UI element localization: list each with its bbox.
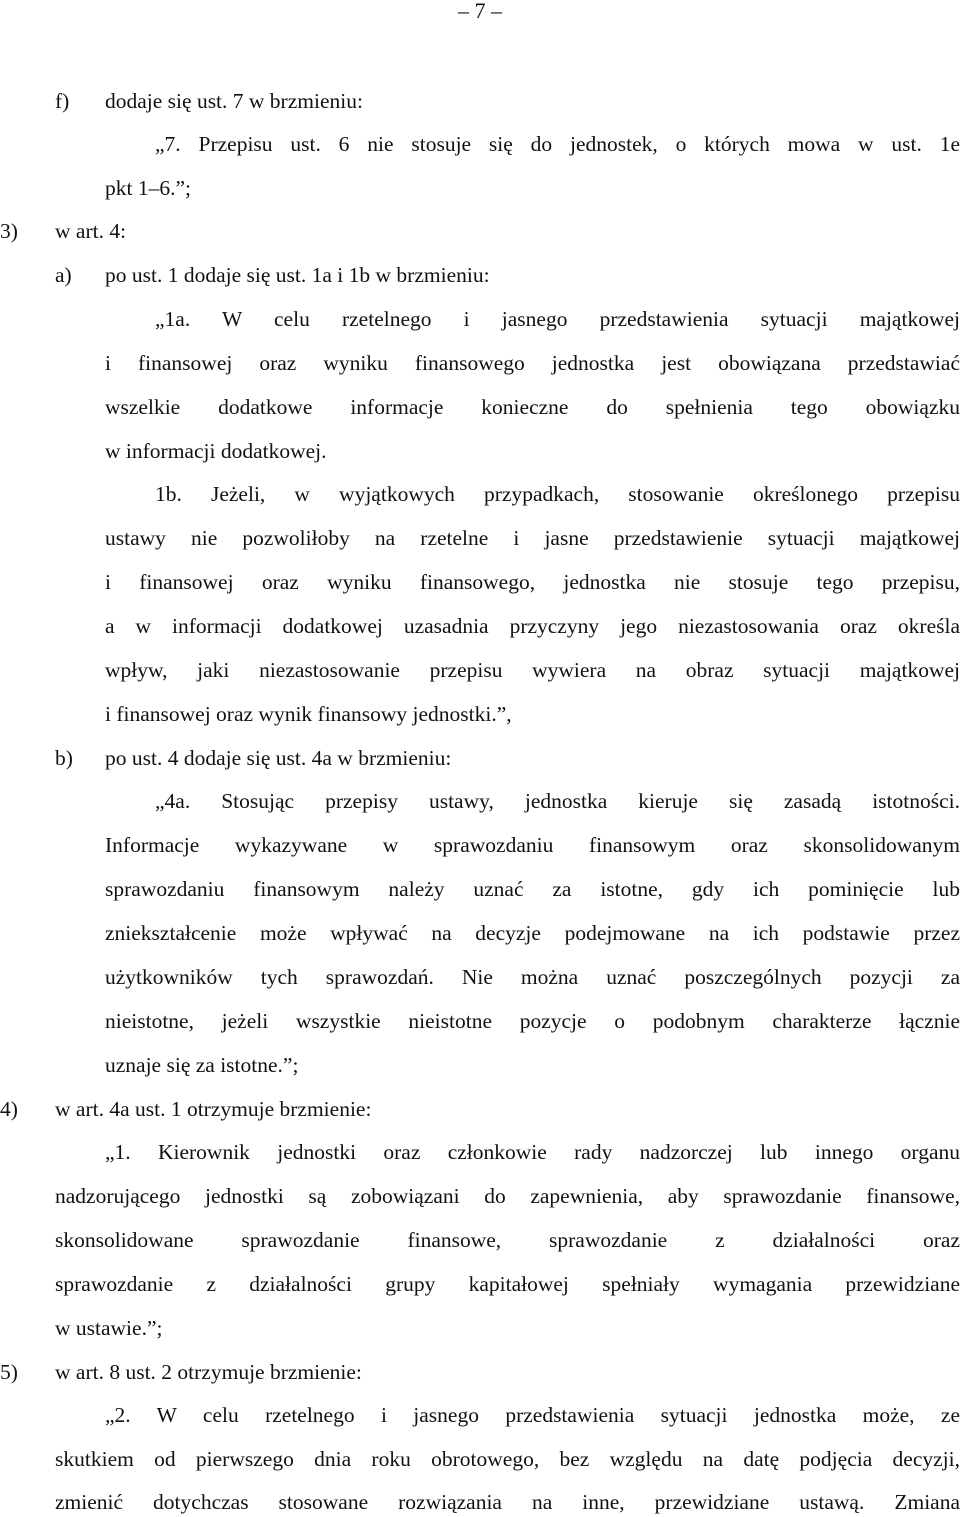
text-line: ustawy nie pozwoliłoby na rzetelne i jasne przedstawienie sytuacji majątkowej (105, 526, 960, 550)
text-line: w art. 8 ust. 2 otrzymuje brzmienie: (55, 1360, 362, 1384)
text-line: użytkowników tych sprawozdań. Nie można uznać poszczególnych pozycji za (105, 965, 960, 989)
text-line: uznaje się za istotne.”; (105, 1053, 299, 1077)
text-line: „4a. Stosując przepisy ustawy, jednostka kieruje się zasadą istotności. (155, 789, 960, 813)
text-line: po ust. 4 dodaje się ust. 4a w brzmieniu: (105, 746, 452, 770)
text-line: dodaje się ust. 7 w brzmieniu: (105, 89, 363, 113)
text-line: skutkiem od pierwszego dnia roku obrotowego, bez względu na datę podjęcia decyzji, (55, 1447, 960, 1471)
text-line: zniekształcenie może wpływać na decyzje podejmowane na ich podstawie przez (105, 921, 960, 945)
text-line: sprawozdaniu finansowym należy uznać za istotne, gdy ich pominięcie lub (105, 877, 960, 901)
text-line: sprawozdanie z działalności grupy kapitałowej spełniały wymagania przewidziane (55, 1272, 960, 1296)
text-line: w art. 4: (55, 219, 127, 243)
text-line: zmienić dotychczas stosowane rozwiązania na inne, przewidziane ustawą. Zmiana (55, 1490, 960, 1514)
text-line: wpływ, jaki niezastosowanie przepisu wywiera na obraz sytuacji majątkowej (105, 658, 960, 682)
list-marker: 3) (0, 219, 18, 243)
text-line: nieistotne, jeżeli wszystkie nieistotne pozycje o podobnym charakterze łącznie (105, 1009, 960, 1033)
text-line: „7. Przepisu ust. 6 nie stosuje się do jednostek, o których mowa w ust. 1e (155, 132, 960, 156)
text-line: i finansowej oraz wynik finansowy jednostki.”, (105, 702, 512, 726)
text-line: „1a. W celu rzetelnego i jasnego przedstawienia sytuacji majątkowej (155, 307, 960, 331)
text-line: „2. W celu rzetelnego i jasnego przedstawienia sytuacji jednostka może, ze (105, 1403, 960, 1427)
text-line: a w informacji dodatkowej uzasadnia przyczyny jego niezastosowania oraz określa (105, 614, 960, 638)
list-marker: 4) (0, 1097, 18, 1121)
text-line: i finansowej oraz wyniku finansowego, jednostka nie stosuje tego przepisu, (105, 570, 960, 594)
text-line: w ustawie.”; (55, 1316, 163, 1340)
text-line: w informacji dodatkowej. (105, 439, 327, 463)
list-marker: f) (55, 89, 70, 113)
text-line: po ust. 1 dodaje się ust. 1a i 1b w brzmieniu: (105, 263, 490, 287)
text-line: „1. Kierownik jednostki oraz członkowie rady nadzorczej lub innego organu (105, 1140, 960, 1164)
list-marker: b) (55, 746, 73, 770)
text-line: pkt 1–6.”; (105, 176, 191, 200)
list-marker: 5) (0, 1360, 18, 1384)
text-line: nadzorującego jednostki są zobowiązani do zapewnienia, aby sprawozdanie finansowe, (55, 1184, 960, 1208)
page-number: – 7 – (458, 0, 502, 23)
text-line: i finansowej oraz wyniku finansowego jednostka jest obowiązana przedstawiać (105, 351, 960, 375)
text-line: Informacje wykazywane w sprawozdaniu finansowym oraz skonsolidowanym (105, 833, 960, 857)
text-line: wszelkie dodatkowe informacje konieczne do spełnienia tego obowiązku (105, 395, 960, 419)
text-line: 1b. Jeżeli, w wyjątkowych przypadkach, stosowanie określonego przepisu (155, 482, 960, 506)
list-marker: a) (55, 263, 72, 287)
text-line: skonsolidowane sprawozdanie finansowe, sprawozdanie z działalności oraz (55, 1228, 960, 1252)
text-line: w art. 4a ust. 1 otrzymuje brzmienie: (55, 1097, 372, 1121)
